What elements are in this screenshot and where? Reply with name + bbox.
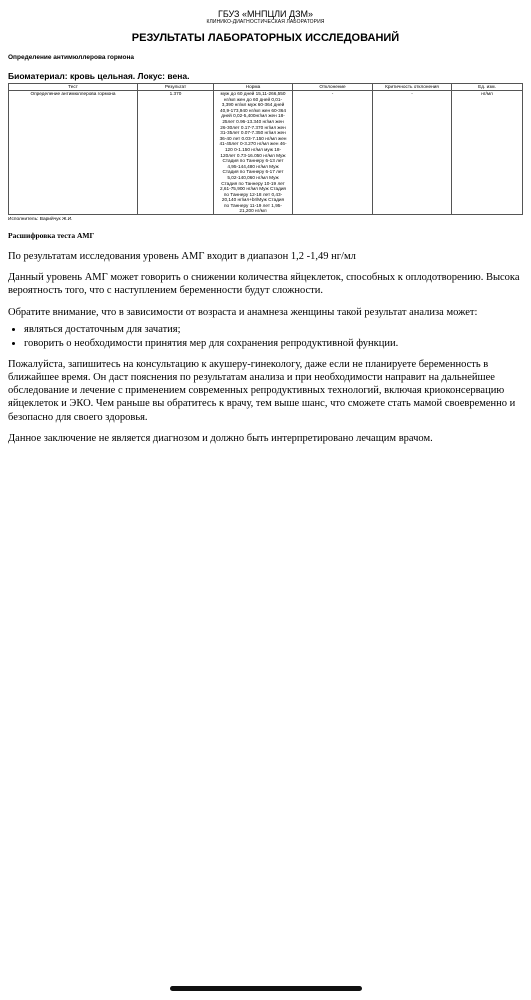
home-indicator-bar[interactable] <box>170 986 362 991</box>
decoding-paragraph-consultation: Пожалуйста, запишитесь на консультацию к акушеру-гинекологу, даже если не планируете беременность в ближайшее время. Он даст пояснения по результатам анализа и при необходимости направит на дальнейшее обследование и лечение с применением современных репродуктивных технологий, включая криоконсервацию яйцеклеток и ЭКО. Чем раньше вы обратитесь к врачу, тем выше шанс, что сможете стать мамой своевременно и безопасно для своего здоровья. <box>8 358 516 423</box>
cell-test: Определение антимюллерова гормона <box>9 91 138 215</box>
column-header-result: Результат <box>138 84 214 91</box>
cell-norm <box>214 91 293 215</box>
norm-line: 20,140 нг/мл+br/Муж Стадия <box>221 197 285 203</box>
column-header-criticality: Критичность отклонения <box>373 84 452 91</box>
decoding-bullet-list <box>8 323 531 351</box>
norm-line: муж до 60 дней 15,11-266,550 <box>220 91 286 96</box>
norm-line: Стадия по Таннеру 6-17 лет <box>222 169 284 175</box>
organization-name: ГБУЗ «МНПЦЛИ ДЗМ» <box>217 9 314 19</box>
norm-line: 25лет 0.96-13.340 нг/мл жен <box>222 118 284 124</box>
norm-line: 2,61-75,900 нг/мл Муж Стадия <box>220 186 286 192</box>
decoding-heading: Расшифровка теста АМГ <box>8 231 95 241</box>
test-name-heading: Определение антимюллерова гормона <box>8 54 134 61</box>
decoding-disclaimer: Данное заключение не является диагнозом и должно быть интерпретировано лечащим врачом. <box>8 432 433 444</box>
column-header-norm: Норма <box>214 84 293 91</box>
norm-line: нг/мл жен до 60 дней 0,01- <box>223 96 283 102</box>
norm-line: 4,95-144,480 нг/мл Муж <box>227 163 279 169</box>
norm-line: 120 0-1.150 нг/мл муж 18- <box>224 146 282 152</box>
norm-line: 3,390 нг/мл муж 60-364 дней <box>221 102 285 108</box>
decoding-paragraph-meaning: Данный уровень АМГ может говорить о снижении количества яйцеклеток, способных к оплодотворению. Высока вероятность того, что с наступлением беременности будут сложности. <box>8 272 520 297</box>
norm-line: 36-40 лет 0.03-7.150 нг/мл жен <box>219 135 287 141</box>
cell-unit: нг/мл <box>452 91 523 215</box>
norm-line: дней 0,02-5,400нг/мл жен 18- <box>221 113 285 119</box>
cell-result: 1.370 <box>138 91 214 215</box>
decoding-paragraph-range: По результатам исследования уровень АМГ входит в диапазон 1,2 -1,49 нг/мл <box>8 251 356 263</box>
cell-deviation: - <box>293 91 373 215</box>
report-title: РЕЗУЛЬТАТЫ ЛАБОРАТОРНЫХ ИССЛЕДОВАНИЙ <box>131 32 400 44</box>
decoding-paragraph-note: Обратите внимание, что в зависимости от возраста и анамнеза женщины такой результат анализа может: <box>8 306 478 318</box>
list-item: • являться достаточным для зачатия; <box>24 323 531 337</box>
norm-line: 120лет 0.73-16.050 нг/мл Муж <box>220 152 286 158</box>
norm-line: по Таннеру 11-19 лет 1,95- <box>224 202 282 208</box>
results-table <box>8 83 523 215</box>
norm-line: Стадия по Таннеру 6-13 лет <box>222 158 284 164</box>
norm-line: 26-30лет 0.17-7.370 нг/мл жен <box>220 124 286 130</box>
biomaterial-line: Биоматериал: кровь цельная. Локус: вена. <box>8 71 190 81</box>
table-header-row <box>9 84 523 91</box>
executor-line: Исполнитель: Варийчук Ж.И. <box>8 217 73 223</box>
norm-line: 40,9-173,940 нг/мл жен 60-364 <box>219 107 287 113</box>
laboratory-name: КЛИНИКО-ДИАГНОСТИЧЕСКАЯ ЛАБОРАТОРИЯ <box>206 19 325 25</box>
column-header-test: Тест <box>9 84 138 91</box>
column-header-deviation: Отклонение <box>293 84 373 91</box>
cell-criticality: - <box>373 91 452 215</box>
norm-line: Стадия по Таннеру 10-19 лет <box>221 180 285 186</box>
column-header-unit: Ед. изм. <box>452 84 523 91</box>
norm-line: 21,200 нг/мл <box>239 208 267 214</box>
list-item: • говорить о необходимости принятия мер для сохранения репродуктивной функции. <box>24 337 531 351</box>
norm-line: 41-45лет 0-3.270 нг/мл жен 46- <box>219 141 287 147</box>
norm-line: по Таннеру 12-18 лет 0,43- <box>223 191 283 197</box>
norm-line: 31-35лет 0.07-7.350 нг/мл жен <box>220 130 286 136</box>
table-row <box>9 91 523 215</box>
norm-line: 5,02-140,060 нг/мл Муж <box>227 174 279 180</box>
